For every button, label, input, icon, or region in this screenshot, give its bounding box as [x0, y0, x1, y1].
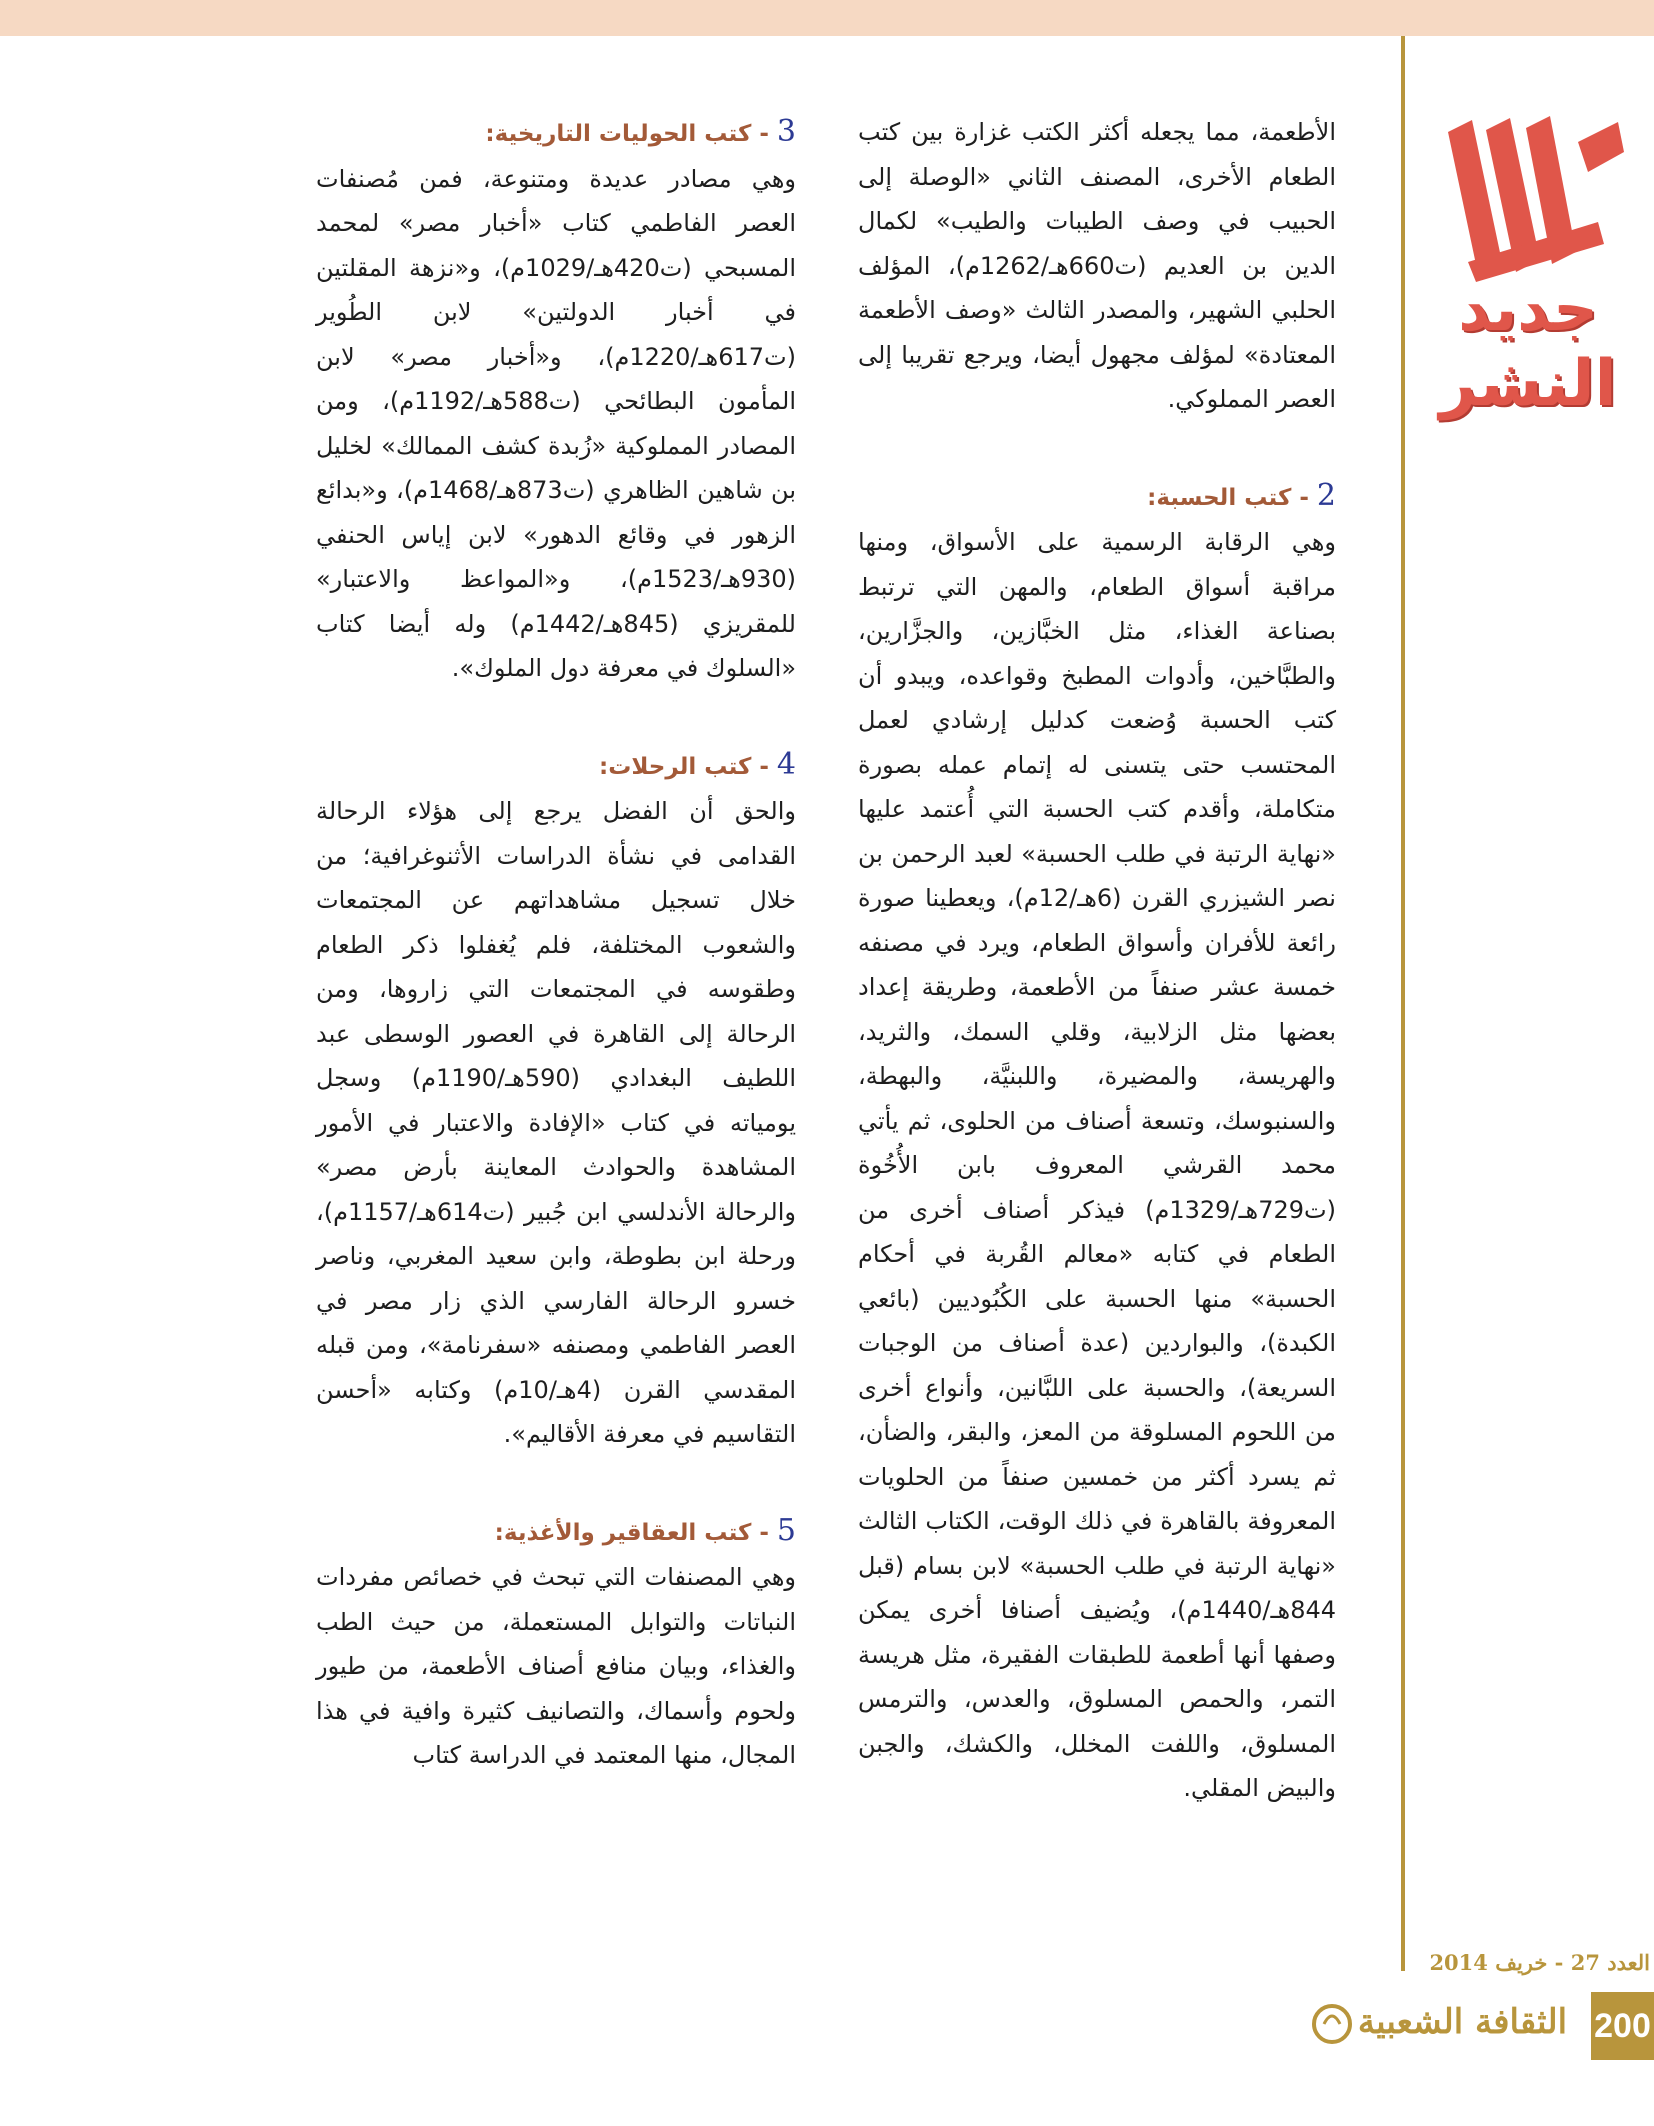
article-column-right — [858, 110, 1336, 1811]
section-title: - كتب الرحلات: — [599, 753, 769, 780]
section-body-travels: والحق أن الفضل يرجع إلى هؤلاء الرحالة القدامى في نشأة الدراسات الأثنوغرافية؛ من خلال تسجيل مشاهداتهم عن المجتمعات والشعوب المختلفة، فلم يُغفلوا ذكر الطعام وطقوسه في المجتمعات التي زاروها، ومن الرحالة إلى القاهرة في العصور الوسطى عبد اللطيف البغدادي (590هـ/1190م) وسجل يومياته في كتاب «الإفادة والاعتبار في الأمور المشاهدة والحوادث المعاينة بأرض مصر» والرحالة الأندلسي ابن جُبير (ت614هـ/1157م)، ورحلة ابن بطوطة، وابن سعيد المغربي، وناصر خسرو الرحالة الفارسي الذي زار مصر في العصر الفاطمي ومصنفه «سفرنامة»، ومن قبله المقدسي القرن (4هـ/10م) وكتابه «أحسن التقاسيم في معرفة الأقاليم». — [316, 797, 796, 1448]
section-title: - كتب العقاقير والأغذية: — [494, 1519, 769, 1546]
section-heading-hisba — [858, 474, 1336, 521]
column-divider-line — [1401, 36, 1405, 1971]
section-number: 3 — [776, 114, 796, 149]
section-body-chronicles: وهي مصادر عديدة ومتنوعة، فمن مُصنفات العصر الفاطمي كتاب «أخبار مصر» لمحمد المسبحي (ت420هـ/1029م)، و«نزهة المقلتين في أخبار الدولتين» لابن الطُوير (ت617هـ/1220م)، و«أخبار مصر» لابن المأمون البطائحي (ت588هـ/1192م)، ومن المصادر المملوكية «زُبدة كشف الممالك» لخليل بن شاهين الظاهري (ت873هـ/1468م)، و«بدائع الزهور في وقائع الدهور» لابن إياس الحنفي (930هـ/1523م)، و«المواعظ والاعتبار» للمقريزي (845هـ/1442م) وله أيضا كتاب «السلوك في معرفة دول الملوك». — [316, 164, 797, 682]
logo-word-new: جديد — [1458, 272, 1598, 345]
section-number: 5 — [776, 1512, 796, 1548]
page-number: 200 — [1591, 1992, 1654, 2060]
section-body-drugs-foods: وهي المصنفات التي تبحث في خصائص مفردات النباتات والتوابل المستعملة، من حيث الطب والغذاء، وبيان منافع أصناف الأطعمة، من طيور ولحوم وأسماك، والتصانيف كثيرة وافية في هذا المجال، منها المعتمد في الدراسة كتاب — [316, 1563, 796, 1769]
top-color-band — [0, 0, 1654, 36]
section-logo — [1428, 112, 1628, 442]
article-column-left — [316, 110, 796, 1778]
section-number: 4 — [776, 746, 796, 782]
issue-label: العدد 27 - خريف 2014 — [1429, 1950, 1650, 1975]
section-heading-chronicles — [316, 110, 796, 157]
section-title: - كتب الحوليات التاريخية: — [485, 121, 769, 147]
section-title: - كتب الحسبة: — [1147, 484, 1309, 511]
section-heading-drugs-foods — [316, 1509, 796, 1556]
book-pages-icon — [1428, 112, 1628, 282]
logo-word-publishing: النشر — [1439, 347, 1617, 421]
section-number: 2 — [1316, 477, 1336, 513]
intro-paragraph: الأطعمة، مما يجعله أكثر الكتب غزارة بين كتب الطعام الأخرى، المصنف الثاني «الوصلة إلى الحبيب في وصف الطيبات والطيب» لكمال الدين بن العديم (ت660هـ/1262م)، المؤلف الحلبي الشهير، والمصدر الثالث «وصف الأطعمة المعتادة» لمؤلف مجهول أيضا، ويرجع تقريبا إلى العصر المملوكي. — [858, 118, 1336, 413]
magazine-title: الثقافة الشعبية — [1357, 2002, 1568, 2042]
section-body-hisba: وهي الرقابة الرسمية على الأسواق، ومنها مراقبة أسواق الطعام، والمهن التي ترتبط بصناعة الغذاء، مثل الخبَّازين، والجزَّارين، والطبَّاخين، وأدوات المطبخ وقواعده، ويبدو أن كتب الحسبة وُضعت كدليل إرشادي لعمل المحتسب حتى يتسنى له إتمام عمله بصورة متكاملة، وأقدم كتب الحسبة التي أُعتمد عليها «نهاية الرتبة في طلب الحسبة» لعبد الرحمن بن نصر الشيزري القرن (6هـ/12م)، ويعطينا صورة رائعة للأفران وأسواق الطعام، ويرد في مصنفه خمسة عشر صنفاً من الأطعمة، وطريقة إعداد بعضها مثل الزلابية، وقلي السمك، والثريد، والهريسة، والمضيرة، واللبنيَّة، والبهطة، والسنبوسك، وتسعة أصناف من الحلوى، ثم يأتي محمد القرشي المعروف بابن الأُخُوة (ت729هـ/1329م) فيذكر أصناف أخرى من الطعام في كتابه «معالم القُربة في أحكام الحسبة» منها الحسبة على الكُبُوديين (بائعي الكبدة)، والبواردين (عدة أصناف من الوجبات السريعة)، والحسبة على اللبَّانين، وأنواع أخرى من اللحوم المسلوقة من المعز، والبقر، والضأن، ثم يسرد أكثر من خمسين صنفاً من الحلويات المعروفة بالقاهرة في ذلك الوقت، الكتاب الثالث «نهاية الرتبة في طلب الحسبة» لابن بسام (قبل 844هـ/1440م)، ويُضيف أصنافا أخرى يمكن وصفها أنها أطعمة للطبقات الفقيرة، مثل هريسة التمر، والحمص المسلوق، والعدس، والترمس المسلوق، واللفت المخلل، والكشك، والجبن والبيض المقلي. — [858, 528, 1336, 1802]
section-heading-travels — [316, 743, 796, 790]
